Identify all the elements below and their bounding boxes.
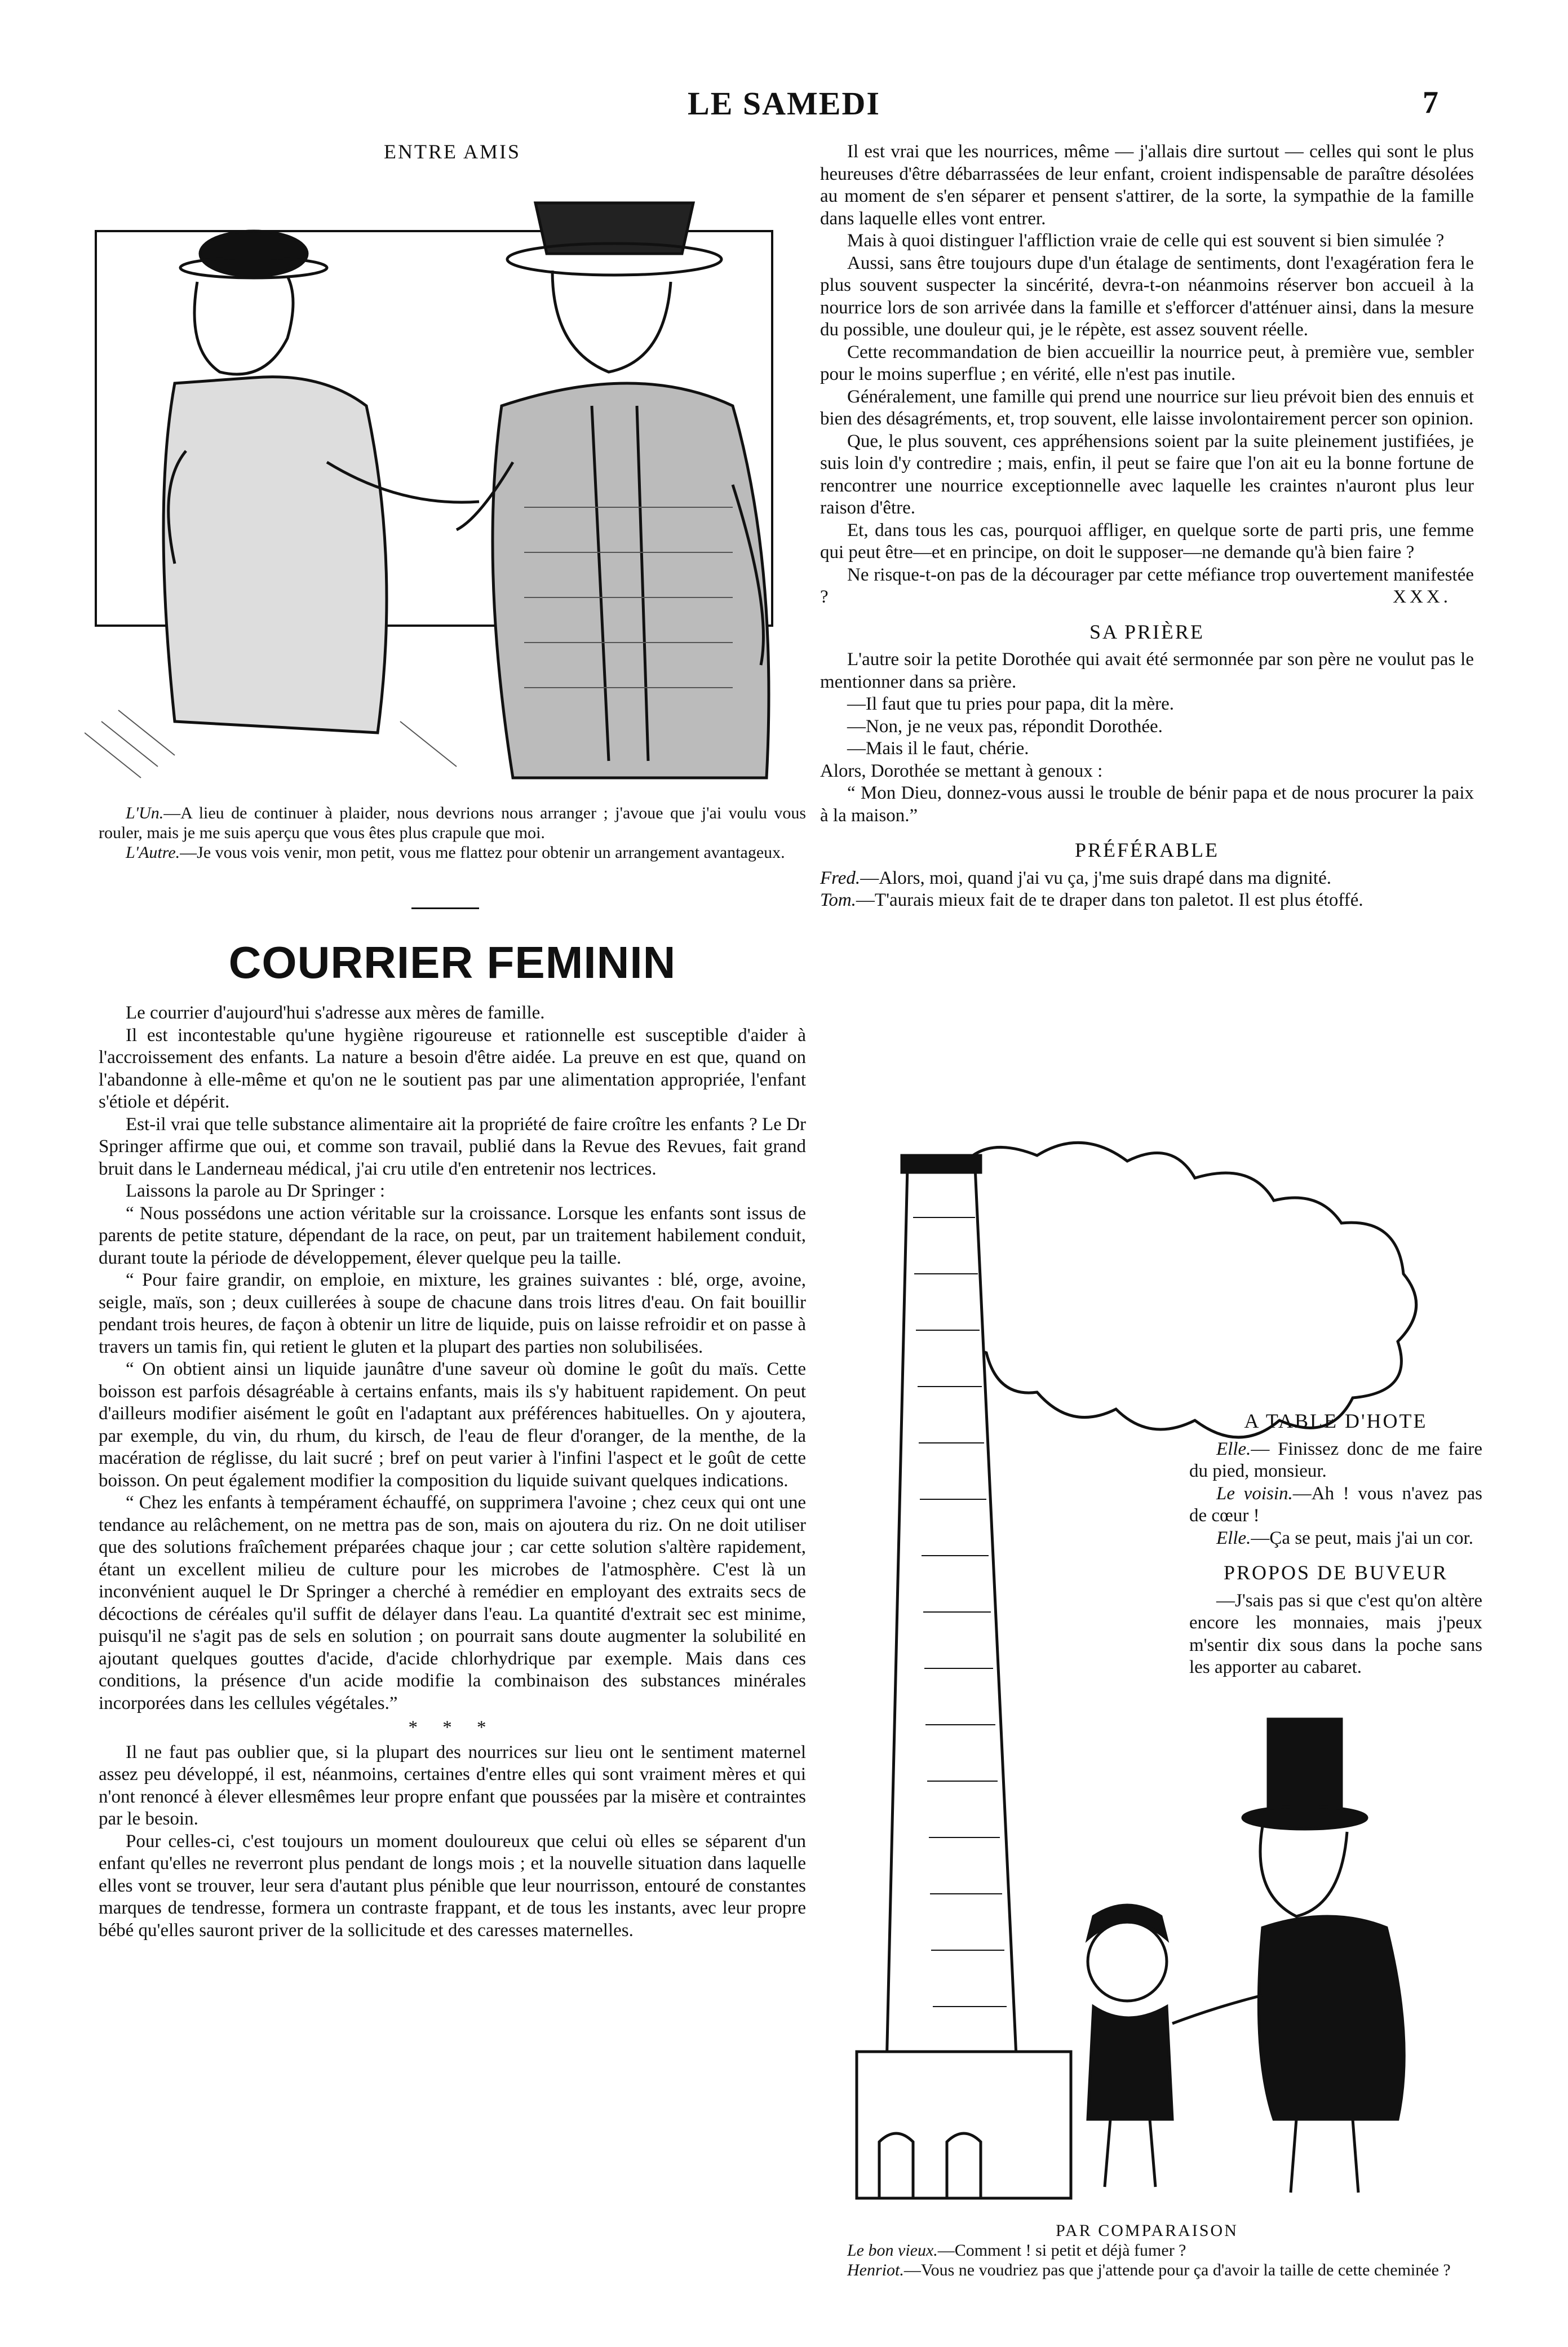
- cartoon-title-par-comparaison: PAR COMPARAISON: [1056, 2221, 1238, 2240]
- caption-text-2: —Je vous vois venir, mon petit, vous me flattez pour obtenir un arrangement avantageux.: [180, 843, 785, 862]
- dialogue-line: [820, 889, 1474, 912]
- speaker-lun: L'Un.: [126, 804, 164, 822]
- speaker-henriot: Henriot.: [847, 2261, 904, 2279]
- dialogue-text: — Finissez donc de me faire du pied, monsieur.: [1189, 1438, 1482, 1481]
- jokes-inset: [1189, 1398, 1482, 1679]
- caption-line-2: [820, 2260, 1474, 2280]
- caption-line-2: [99, 843, 806, 862]
- paragraph: Aussi, sans être toujours dupe d'un étalage de sentiments, dont l'exagération fera le plus souvent suspecter la sincérité, devra-t-on néanmoins réserver bon accueil à la nourrice lors de son arrivée dans la famille et s'efforcer d'atténuer ainsi, dans la mesure du possible, une douleur qui, je le répète, est assez souvent réelle.: [820, 253, 1474, 340]
- paragraph: Mais à quoi distinguer l'affliction vraie de celle qui est souvent si bien simulée ?: [847, 231, 1445, 251]
- divider-rule: [411, 907, 479, 909]
- paragraph: Est-il vrai que telle substance alimentaire ait la propriété de faire croître les enfants ? Le Dr Springer affirme que oui, et comme son travail, publié dans la Revue des Revues, fait grand bruit dans le Landerneau médical, j'ai cru utile d'en entretenir nos lectrices.: [99, 1114, 806, 1179]
- paragraph: Cette recommandation de bien accueillir la nourrice peut, à première vue, sembler pour le moins superflue ; en vérité, elle n'est pas inutile.: [820, 342, 1474, 384]
- dialogue-line: [820, 867, 1474, 890]
- speaker-elle-2: Elle.: [1216, 1527, 1251, 1548]
- two-men-drawing: [85, 169, 806, 795]
- paragraph: Il est vrai que les nourrices, même — j'allais dire surtout — celles qui sont le plus heureuses d'être débarrassées de leur enfant, croient indispensable de paraître désolées au moment de s'en séparer et pensent s'attirer, de la sorte, la sympathie de la famille dans laquelle elles vont entrer.: [820, 141, 1474, 229]
- speaker-le-voisin: Le voisin.: [1216, 1483, 1293, 1504]
- paragraph: Le courrier d'aujourd'hui s'adresse aux mères de famille.: [126, 1003, 545, 1023]
- speaker-fred: Fred.: [820, 867, 861, 888]
- dialogue-line: [1189, 1483, 1482, 1527]
- cartoon-entre-amis-caption: [99, 803, 806, 862]
- paragraph: Il ne faut pas oublier que, si la plupart des nourrices sur lieu ont le sentiment maternel assez peu développé, il est, néanmoins, certaines d'entre elles qui sont vraiment mères et qui n'ont renoncé à élever ellesmêmes leur propre enfant que poussées par la misère et contraintes par le besoin.: [99, 1742, 806, 1829]
- priere-line: Alors, Dorothée se mettant à genoux :: [820, 760, 1103, 781]
- signature: XXX.: [1393, 587, 1451, 607]
- paragraph: [820, 564, 1474, 609]
- dialogue-text: —T'aurais mieux fait de te draper dans ton paletot. Il est plus étoffé.: [856, 890, 1363, 910]
- caption-text-1: —Comment ! si petit et déjà fumer ?: [937, 2241, 1186, 2260]
- dialogue-text: —Ça se peut, mais j'ai un cor.: [1251, 1527, 1473, 1548]
- caption-line-1: [99, 803, 806, 843]
- priere-line: —Il faut que tu pries pour papa, dit la mère.: [847, 694, 1175, 714]
- priere-line: —Non, je ne veux pas, répondit Dorothée.: [847, 716, 1163, 737]
- dialogue-line: [1189, 1527, 1482, 1550]
- section-title-sa-priere: SA PRIÈRE: [1089, 620, 1205, 643]
- paragraph-text: Ne risque-t-on pas de la décourager par cette méfiance trop ouvertement manifestée ?: [820, 564, 1474, 607]
- speaker-elle: Elle.: [1216, 1438, 1251, 1459]
- newspaper-title: LE SAMEDI: [688, 85, 880, 122]
- cartoon-entre-amis-illustration: [85, 169, 806, 795]
- speaker-le-bon-vieux: Le bon vieux.: [847, 2241, 938, 2260]
- paragraph: “ Nous possédons une action véritable sur la croissance. Lorsque les enfants sont issus de parents de petite stature, dépendant de la race, on peut, par un traitement habilement conduit, durant toute la période de développement, élever quelque peu la taille.: [99, 1203, 806, 1268]
- paragraph: “ On obtient ainsi un liquide jaunâtre d'une saveur où domine le goût du maïs. Cette boisson est parfois désagréable à certains enfants, mais ils s'y habituent rapidement. On peut d'ailleurs modifier aisément le goût en l'adaptant aux préférences habituelles. On y ajoutera, par exemple, du vin, du rhum, du kirsch, de l'eau de fleur d'oranger, de la menthe, de la macération de réglisse, du lait sucré ; bref on peut varier à l'infini l'aspect et le goût de cette boisson. On peut également modifier la composition du liquide suivant quelques indications.: [99, 1359, 806, 1491]
- caption-text-2: —Vous ne voudriez pas que j'attende pour ça d'avoir la taille de cette cheminée ?: [903, 2261, 1451, 2279]
- article-title: COURRIER FEMININ: [228, 937, 676, 987]
- right-column: [820, 141, 1474, 912]
- caption-line-1: [820, 2240, 1474, 2260]
- paragraph: Que, le plus souvent, ces appréhensions soient par la suite pleinement justifiées, je suis loin d'y contredire ; mais, enfin, il peut se faire que l'on ait eu la bonne fortune de rencontrer une nourrice exceptionnelle avec laquelle les craintes n'auront plus leur raison d'être.: [820, 431, 1474, 518]
- cartoon-par-comparaison-caption: [820, 2221, 1474, 2280]
- priere-line: —Mais il le faut, chérie.: [847, 738, 1029, 759]
- buveur-text: —J'sais pas si que c'est qu'on altère encore les monnaies, mais j'peux m'sentir dix sous dans la poche sans les apporter au cabaret.: [1189, 1590, 1482, 1677]
- dialogue-text: —Alors, moi, quand j'ai vu ça, j'me suis drapé dans ma dignité.: [860, 867, 1331, 888]
- section-title-table-dhote: A TABLE D'HOTE: [1244, 1410, 1428, 1432]
- section-separator: * * *: [408, 1717, 497, 1738]
- paragraph: Et, dans tous les cas, pourquoi affliger, en quelque sorte de parti pris, une femme qui peut être—et en principe, on doit le supposer—ne demande qu'à bien faire ?: [820, 520, 1474, 563]
- caption-text-1: —A lieu de continuer à plaider, nous devrions nous arranger ; j'avoue que j'ai voulu vous rouler, mais je me suis aperçu que vous êtes plus crapule que moi.: [99, 804, 806, 842]
- courrier-feminin-article: [99, 936, 806, 1942]
- cartoon-title-entre-amis: ENTRE AMIS: [383, 140, 521, 163]
- priere-line: L'autre soir la petite Dorothée qui avait été sermonnée par son père ne voulut pas le mentionner dans sa prière.: [820, 649, 1474, 692]
- left-column: [99, 141, 806, 163]
- paragraph: “ Chez les enfants à tempérament échauffé, on supprimera l'avoine ; chez ceux qui ont une tendance au relâchement, on ne mettra pas de son, mais on ajoutera du riz. On ne doit utiliser que des solutions fraîchement préparées chaque jour ; car cette solution s'altère rapidement, étant un excellent milieu de culture pour les microbes de l'atmosphère. C'est là un inconvénient auquel le Dr Springer a cherché à remédier en employant des extraits secs de décoctions de céréales qu'il suffit de délayer dans l'eau. La quantité d'extrait sec est minime, puisqu'il ne s'agit pas de sels en solution ; on pourrait sans doute augmenter la solubilité en ajoutant quelques gouttes d'acide, d'acide chlorhydrique par exemple. Mais dans ces conditions, la présence d'un acide modifie la combinaison des substances minérales incorporées dans les cellules végétales.”: [99, 1493, 806, 1713]
- priere-line: “ Mon Dieu, donnez-vous aussi le trouble de bénir papa et de nous procurer la paix à la maison.”: [820, 783, 1474, 826]
- page-number: 7: [1423, 85, 1438, 120]
- section-title-preferable: PRÉFÉRABLE: [1074, 839, 1220, 861]
- dialogue-line: [1189, 1438, 1482, 1483]
- paragraph: Il est incontestable qu'une hygiène rigoureuse et rationnelle est susceptible d'aider à l'accroissement des enfants. La nature a besoin d'être aidée. La preuve en est que, quand on l'abandonne à elle-même et qu'on ne le soutient pas par une alimentation appropriée, l'enfant s'étiole et dépérit.: [99, 1025, 806, 1112]
- speaker-tom: Tom.: [820, 890, 856, 910]
- paragraph: Généralement, une famille qui prend une nourrice sur lieu prévoit bien des ennuis et bien des désagréments, et, trop souvent, elle laisse involontairement percer son opinion.: [820, 386, 1474, 429]
- paragraph: Pour celles-ci, c'est toujours un moment douloureux que celui où elles se séparent d'un enfant qu'elles ne reverront plus pendant de longs mois ; et la nouvelle situation dans laquelle elles vont se trouver, leur sera d'autant plus pénible que leur nourrisson, entouré de constantes marques de tendresse, formera un contraste frappant, et de tous les instants, avec leur propre bébé qu'elles sauront priver de la sollicitude et des caresses maternelles.: [99, 1831, 806, 1941]
- speaker-lautre: L'Autre.: [126, 843, 180, 862]
- paragraph: Laissons la parole au Dr Springer :: [126, 1181, 386, 1201]
- paragraph: “ Pour faire grandir, on emploie, en mixture, les graines suivantes : blé, orge, avoine, seigle, maïs, son ; deux cuillerées à soupe de chacune dans trois litres d'eau. On fait bouillir pendant trois heures, de façon à obtenir un litre de liquide, puis on laisse refroidir et on passe à travers un tamis fin, qui retient le gluten et la plupart des parties non solubilisées.: [99, 1270, 806, 1357]
- section-title-propos-de-buveur: PROPOS DE BUVEUR: [1223, 1561, 1449, 1584]
- dialogue-text: —Ah ! vous n'avez pas de cœur !: [1189, 1483, 1483, 1526]
